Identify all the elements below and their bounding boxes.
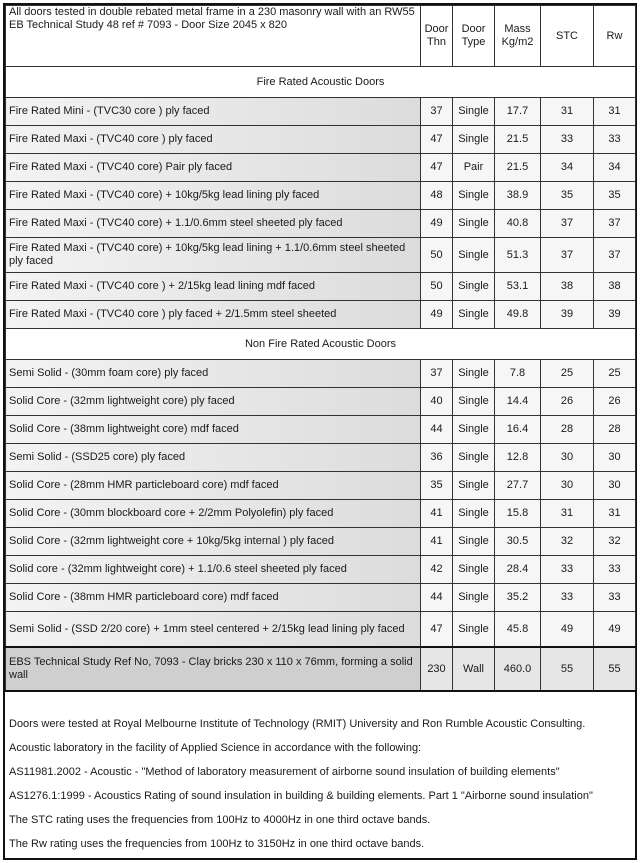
stc-value: 31 xyxy=(541,98,594,126)
stc-value: 30 xyxy=(541,444,594,472)
rw-value: 37 xyxy=(594,238,636,273)
table-row xyxy=(6,182,636,210)
mass-value: 21.5 xyxy=(495,126,541,154)
door-type: Single xyxy=(453,182,495,210)
section-header-row xyxy=(6,67,636,98)
spec-sheet xyxy=(3,3,637,860)
door-thickness: 50 xyxy=(421,273,453,301)
stc-value: 38 xyxy=(541,273,594,301)
stc-value: 33 xyxy=(541,556,594,584)
note-line: The STC rating uses the frequencies from 100Hz to 4000Hz in one third octave bands. xyxy=(9,814,431,826)
mass-value: 38.9 xyxy=(495,182,541,210)
door-type: Wall xyxy=(453,647,495,691)
door-thickness: 44 xyxy=(421,416,453,444)
note-line: The Rw rating uses the frequencies from 100Hz to 3150Hz in one third octave bands. xyxy=(9,838,425,850)
table-row xyxy=(6,528,636,556)
door-description: Solid Core - (32mm lightweight core) ply faced xyxy=(6,388,421,416)
door-type: Pair xyxy=(453,154,495,182)
acoustic-door-table xyxy=(5,5,636,692)
table-row xyxy=(6,500,636,528)
door-description: Fire Rated Maxi - (TVC40 core ) ply faced xyxy=(6,126,421,154)
stc-value: 25 xyxy=(541,360,594,388)
rw-value: 28 xyxy=(594,416,636,444)
door-description: Fire Rated Maxi - (TVC40 core) + 1.1/0.6mm steel sheeted ply faced xyxy=(6,210,421,238)
mass-value: 7.8 xyxy=(495,360,541,388)
door-type: Single xyxy=(453,126,495,154)
stc-value: 26 xyxy=(541,388,594,416)
door-type: Single xyxy=(453,612,495,648)
mass-value: 30.5 xyxy=(495,528,541,556)
section-title: Non Fire Rated Acoustic Doors xyxy=(6,329,636,360)
mass-value: 460.0 xyxy=(495,647,541,691)
door-type: Single xyxy=(453,210,495,238)
door-thickness: 47 xyxy=(421,612,453,648)
door-thickness: 47 xyxy=(421,154,453,182)
mass-value: 21.5 xyxy=(495,154,541,182)
mass-value: 16.4 xyxy=(495,416,541,444)
stc-value: 55 xyxy=(541,647,594,691)
mass-value: 40.8 xyxy=(495,210,541,238)
door-description: Solid Core - (30mm blockboard core + 2/2mm Polyolefin) ply faced xyxy=(6,500,421,528)
col-header-stc: STC xyxy=(541,6,594,67)
stc-value: 33 xyxy=(541,584,594,612)
door-type: Single xyxy=(453,388,495,416)
stc-value: 49 xyxy=(541,612,594,648)
door-description: Fire Rated Maxi - (TVC40 core) + 10kg/5kg lead lining ply faced xyxy=(6,182,421,210)
door-type: Single xyxy=(453,584,495,612)
door-thickness: 47 xyxy=(421,126,453,154)
door-description: Solid Core - (32mm lightweight core + 10kg/5kg internal ) ply faced xyxy=(6,528,421,556)
table-row xyxy=(6,154,636,182)
door-thickness: 40 xyxy=(421,388,453,416)
stc-value: 37 xyxy=(541,210,594,238)
table-row xyxy=(6,472,636,500)
rw-value: 33 xyxy=(594,584,636,612)
door-type: Single xyxy=(453,98,495,126)
rw-value: 30 xyxy=(594,472,636,500)
mass-value: 49.8 xyxy=(495,301,541,329)
rw-value: 37 xyxy=(594,210,636,238)
table-row xyxy=(6,360,636,388)
door-description: Semi Solid - (SSD 2/20 core) + 1mm steel centered + 2/15kg lead lining ply faced xyxy=(6,612,421,648)
door-description: Solid Core - (38mm lightweight core) mdf faced xyxy=(6,416,421,444)
stc-value: 39 xyxy=(541,301,594,329)
door-description: Fire Rated Maxi - (TVC40 core) Pair ply faced xyxy=(6,154,421,182)
door-thickness: 41 xyxy=(421,528,453,556)
rw-value: 31 xyxy=(594,98,636,126)
door-type: Single xyxy=(453,360,495,388)
table-row xyxy=(6,126,636,154)
rw-value: 33 xyxy=(594,556,636,584)
door-type: Single xyxy=(453,528,495,556)
note-line: AS1276.1:1999 - Acoustics Rating of sound insulation in building & building elements. Part 1 "Airborne sound insulation" xyxy=(9,790,593,802)
section-title: Fire Rated Acoustic Doors xyxy=(6,67,636,98)
door-description: Solid core - (32mm lightweight core) + 1.1/0.6 steel sheeted ply faced xyxy=(6,556,421,584)
rw-value: 34 xyxy=(594,154,636,182)
col-header-door-type: Door Type xyxy=(453,6,495,67)
table-header-row xyxy=(6,6,636,67)
mass-value: 45.8 xyxy=(495,612,541,648)
door-description: Solid Core - (38mm HMR particleboard core) mdf faced xyxy=(6,584,421,612)
rw-value: 38 xyxy=(594,273,636,301)
door-thickness: 36 xyxy=(421,444,453,472)
table-row xyxy=(6,98,636,126)
mass-value: 53.1 xyxy=(495,273,541,301)
table-row xyxy=(6,388,636,416)
rw-value: 30 xyxy=(594,444,636,472)
table-row xyxy=(6,647,636,691)
rw-value: 25 xyxy=(594,360,636,388)
table-row xyxy=(6,444,636,472)
stc-value: 33 xyxy=(541,126,594,154)
door-type: Single xyxy=(453,301,495,329)
door-thickness: 37 xyxy=(421,98,453,126)
rw-value: 39 xyxy=(594,301,636,329)
rw-value: 55 xyxy=(594,647,636,691)
mass-value: 14.4 xyxy=(495,388,541,416)
stc-value: 30 xyxy=(541,472,594,500)
col-header-door-thn: Door Thn xyxy=(421,6,453,67)
door-type: Single xyxy=(453,273,495,301)
door-thickness: 42 xyxy=(421,556,453,584)
door-type: Single xyxy=(453,556,495,584)
rw-value: 26 xyxy=(594,388,636,416)
rw-value: 32 xyxy=(594,528,636,556)
door-description: Fire Rated Maxi - (TVC40 core ) ply faced + 2/1.5mm steel sheeted xyxy=(6,301,421,329)
mass-value: 51.3 xyxy=(495,238,541,273)
note-line: Acoustic laboratory in the facility of Applied Science in accordance with the following: xyxy=(9,742,422,754)
door-thickness: 35 xyxy=(421,472,453,500)
door-thickness: 50 xyxy=(421,238,453,273)
door-type: Single xyxy=(453,472,495,500)
rw-value: 49 xyxy=(594,612,636,648)
stc-value: 31 xyxy=(541,500,594,528)
note-line: Doors were tested at Royal Melbourne Institute of Technology (RMIT) University and Ron Rumble Acoustic Consulting. xyxy=(9,718,586,730)
table-row xyxy=(6,238,636,273)
test-notes xyxy=(9,717,631,861)
intro-text: All doors tested in double rebated metal frame in a 230 masonry wall with an RW55 EB Technical Study 48 ref # 7093 - Door Size 2045 x 820 xyxy=(6,6,421,67)
door-type: Single xyxy=(453,238,495,273)
table-row xyxy=(6,416,636,444)
door-description: Fire Rated Maxi - (TVC40 core) + 10kg/5kg lead lining + 1.1/0.6mm steel sheeted ply faced xyxy=(6,238,421,273)
mass-value: 35.2 xyxy=(495,584,541,612)
door-description: Semi Solid - (SSD25 core) ply faced xyxy=(6,444,421,472)
section-header-row xyxy=(6,329,636,360)
door-description: Semi Solid - (30mm foam core) ply faced xyxy=(6,360,421,388)
door-thickness: 49 xyxy=(421,301,453,329)
door-thickness: 48 xyxy=(421,182,453,210)
door-thickness: 230 xyxy=(421,647,453,691)
door-thickness: 41 xyxy=(421,500,453,528)
col-header-rw: Rw xyxy=(594,6,636,67)
door-type: Single xyxy=(453,500,495,528)
rw-value: 31 xyxy=(594,500,636,528)
door-description: Solid Core - (28mm HMR particleboard core) mdf faced xyxy=(6,472,421,500)
table-row xyxy=(6,556,636,584)
mass-value: 15.8 xyxy=(495,500,541,528)
table-row xyxy=(6,210,636,238)
door-thickness: 49 xyxy=(421,210,453,238)
stc-value: 35 xyxy=(541,182,594,210)
mass-value: 28.4 xyxy=(495,556,541,584)
door-thickness: 44 xyxy=(421,584,453,612)
note-line: AS11981.2002 - Acoustic - "Method of laboratory measurement of airborne sound insulation of building elements" xyxy=(9,766,560,778)
stc-value: 34 xyxy=(541,154,594,182)
table-row xyxy=(6,612,636,648)
mass-value: 27.7 xyxy=(495,472,541,500)
col-header-mass: Mass Kg/m2 xyxy=(495,6,541,67)
stc-value: 28 xyxy=(541,416,594,444)
mass-value: 17.7 xyxy=(495,98,541,126)
stc-value: 32 xyxy=(541,528,594,556)
door-description: Fire Rated Maxi - (TVC40 core ) + 2/15kg lead lining mdf faced xyxy=(6,273,421,301)
table-row xyxy=(6,301,636,329)
rw-value: 33 xyxy=(594,126,636,154)
mass-value: 12.8 xyxy=(495,444,541,472)
rw-value: 35 xyxy=(594,182,636,210)
door-type: Single xyxy=(453,444,495,472)
table-row xyxy=(6,584,636,612)
door-description: Fire Rated Mini - (TVC30 core ) ply faced xyxy=(6,98,421,126)
stc-value: 37 xyxy=(541,238,594,273)
table-row xyxy=(6,273,636,301)
door-description: EBS Technical Study Ref No, 7093 - Clay bricks 230 x 110 x 76mm, forming a solid wall xyxy=(6,647,421,691)
door-thickness: 37 xyxy=(421,360,453,388)
door-type: Single xyxy=(453,416,495,444)
